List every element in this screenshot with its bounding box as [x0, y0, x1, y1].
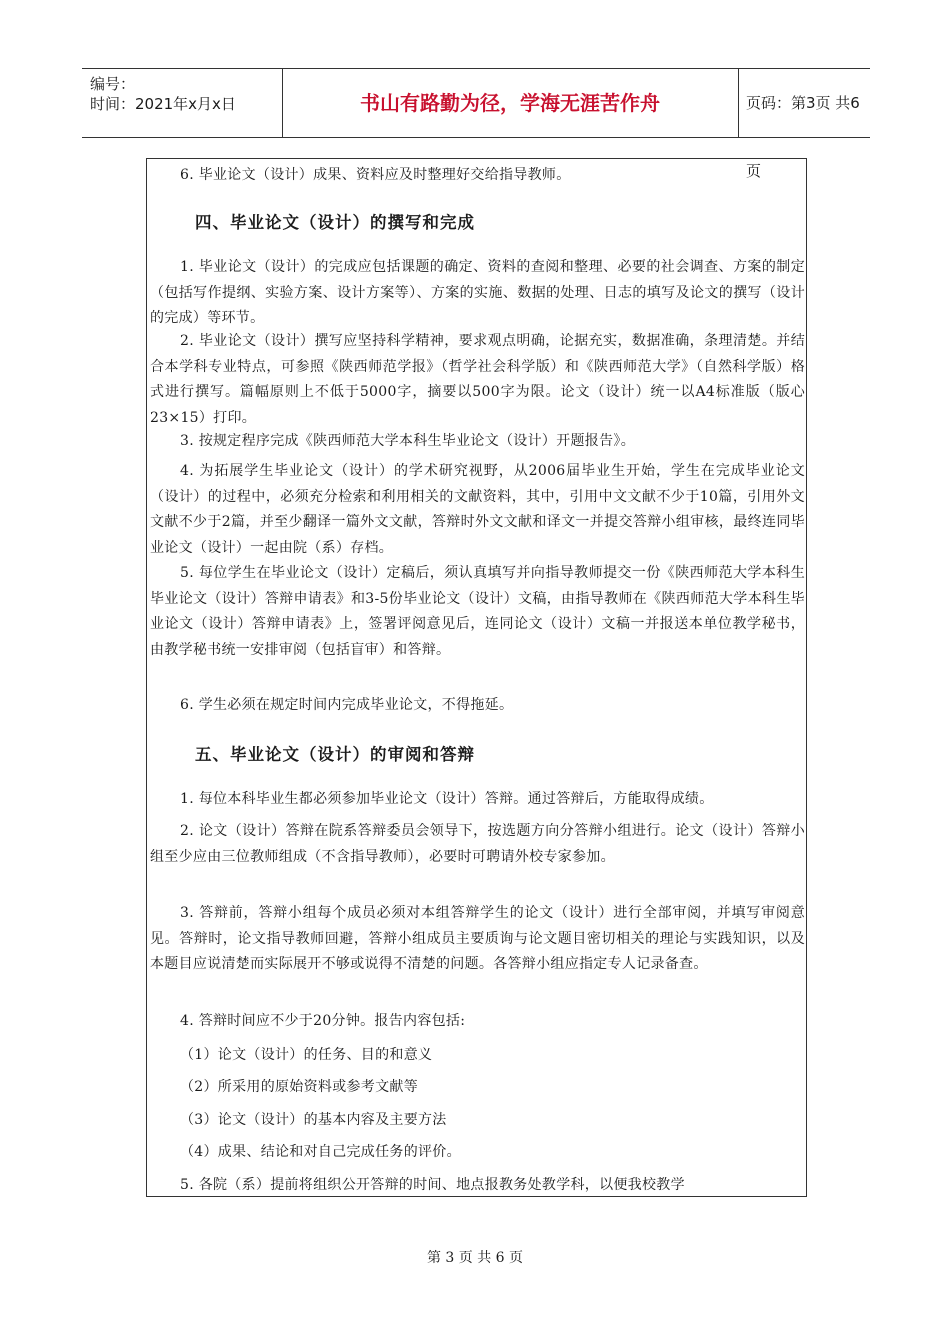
section-5-para-2: 2. 论文（设计）答辩在院系答辩委员会领导下，按选题方向分答辩小组进行。论文（设计）答辩小组至少应由三位教师组成（不含指导教师），必要时可聘请外校专家参加。 — [150, 823, 805, 865]
section-4-para-6: 6. 学生必须在规定时间内完成毕业论文，不得拖延。 — [180, 697, 514, 713]
section-5-para-5: 5. 各院（系）提前将组织公开答辩的时间、地点报教务处教学科，以便我校教学 — [180, 1177, 685, 1193]
section-5-para-3: 3. 答辩前，答辩小组每个成员必须对本组答辩学生的论文（设计）进行全部审阅，并填写审阅意见。答辩时，论文指导教师回避，答辩小组成员主要质询与论文题目密切相关的理论与实践知识，以及本题目应说清楚而实际展开不够或说得不清楚的问题。各答辩小组应指定专人记录备查。 — [150, 905, 805, 972]
section-5-para-4: 4. 答辩时间应不少于20分钟。报告内容包括: — [180, 1013, 466, 1029]
section-4-para-3: 3. 按规定程序完成《陕西师范大学本科生毕业论文（设计）开题报告》。 — [180, 433, 636, 449]
doc-time-label: 时间：2021年x月x日 — [90, 95, 236, 113]
section-4-para-5: 5. 每位学生在毕业论文（设计）定稿后，须认真填写并向指导教师提交一份《陕西师范大学本科生毕业论文（设计）答辩申请表》和3-5份毕业论文（设计）文稿，由指导教师在《陕西师范大学本科生毕业论文（设计）答辩申请表》上，签署评阅意见后，连同论文（设计）文稿一并报送本单位教学秘书，由教学秘书统一安排审阅（包括盲审）和答辩。 — [150, 565, 805, 658]
section-4-title: 四、毕业论文（设计）的撰写和完成 — [195, 213, 475, 232]
header-motto: 书山有路勤为径，学海无涯苦作舟 — [282, 69, 739, 137]
section-5-para-1: 1. 每位本科毕业生都必须参加毕业论文（设计）答辩。通过答辩后，方能取得成绩。 — [180, 791, 714, 807]
section-5-list-4: （4）成果、结论和对自己完成任务的评价。 — [180, 1144, 461, 1160]
section-4-para-2: 2. 毕业论文（设计）撰写应坚持科学精神，要求观点明确，论据充实，数据准确，条理清楚。并结合本学科专业特点，可参照《陕西师范学报》（哲学社会科学版）和《陕西师范大学》（自然科学版）格式进行撰写。篇幅原则上不低于5000字，摘要以500字为限。论文（设计）统一以A4标准版（版心23×15）打印。 — [150, 333, 805, 426]
content-box — [146, 158, 807, 1197]
section-4-para-4: 4. 为拓展学生毕业论文（设计）的学术研究视野，从2006届毕业生开始，学生在完成毕业论文（设计）的过程中，必须充分检索和利用相关的文献资料，其中，引用中文文献不少于10篇，引用外文文献不少于2篇，并至少翻译一篇外文文献，答辩时外文文献和译文一并提交答辩小组审核，最终连同毕业论文（设计）一起由院（系）存档。 — [150, 463, 805, 556]
section-5-list-2: （2）所采用的原始资料或参考文献等 — [180, 1079, 419, 1095]
section-5-list-1: （1）论文（设计）的任务、目的和意义 — [180, 1047, 433, 1063]
section-4-para-1: 1. 毕业论文（设计）的完成应包括课题的确定、资料的查阅和整理、必要的社会调查、方案的制定（包括写作提纲、实验方案、设计方案等）、方案的实施、数据的处理、日志的填写及论文的撰写（设计的完成）等环节。 — [150, 259, 805, 326]
item-6-previous: 6. 毕业论文（设计）成果、资料应及时整理好交给指导教师。 — [180, 167, 571, 183]
page-footer: 第 3 页 共 6 页 — [426, 1250, 524, 1266]
section-5-title: 五、毕业论文（设计）的审阅和答辩 — [195, 745, 475, 764]
section-5-list-3: （3）论文（设计）的基本内容及主要方法 — [180, 1112, 447, 1128]
doc-code-label: 编号： — [90, 75, 136, 93]
header-page-label: 页码：第3页 共6页 — [746, 94, 860, 180]
header-meta — [82, 69, 283, 137]
